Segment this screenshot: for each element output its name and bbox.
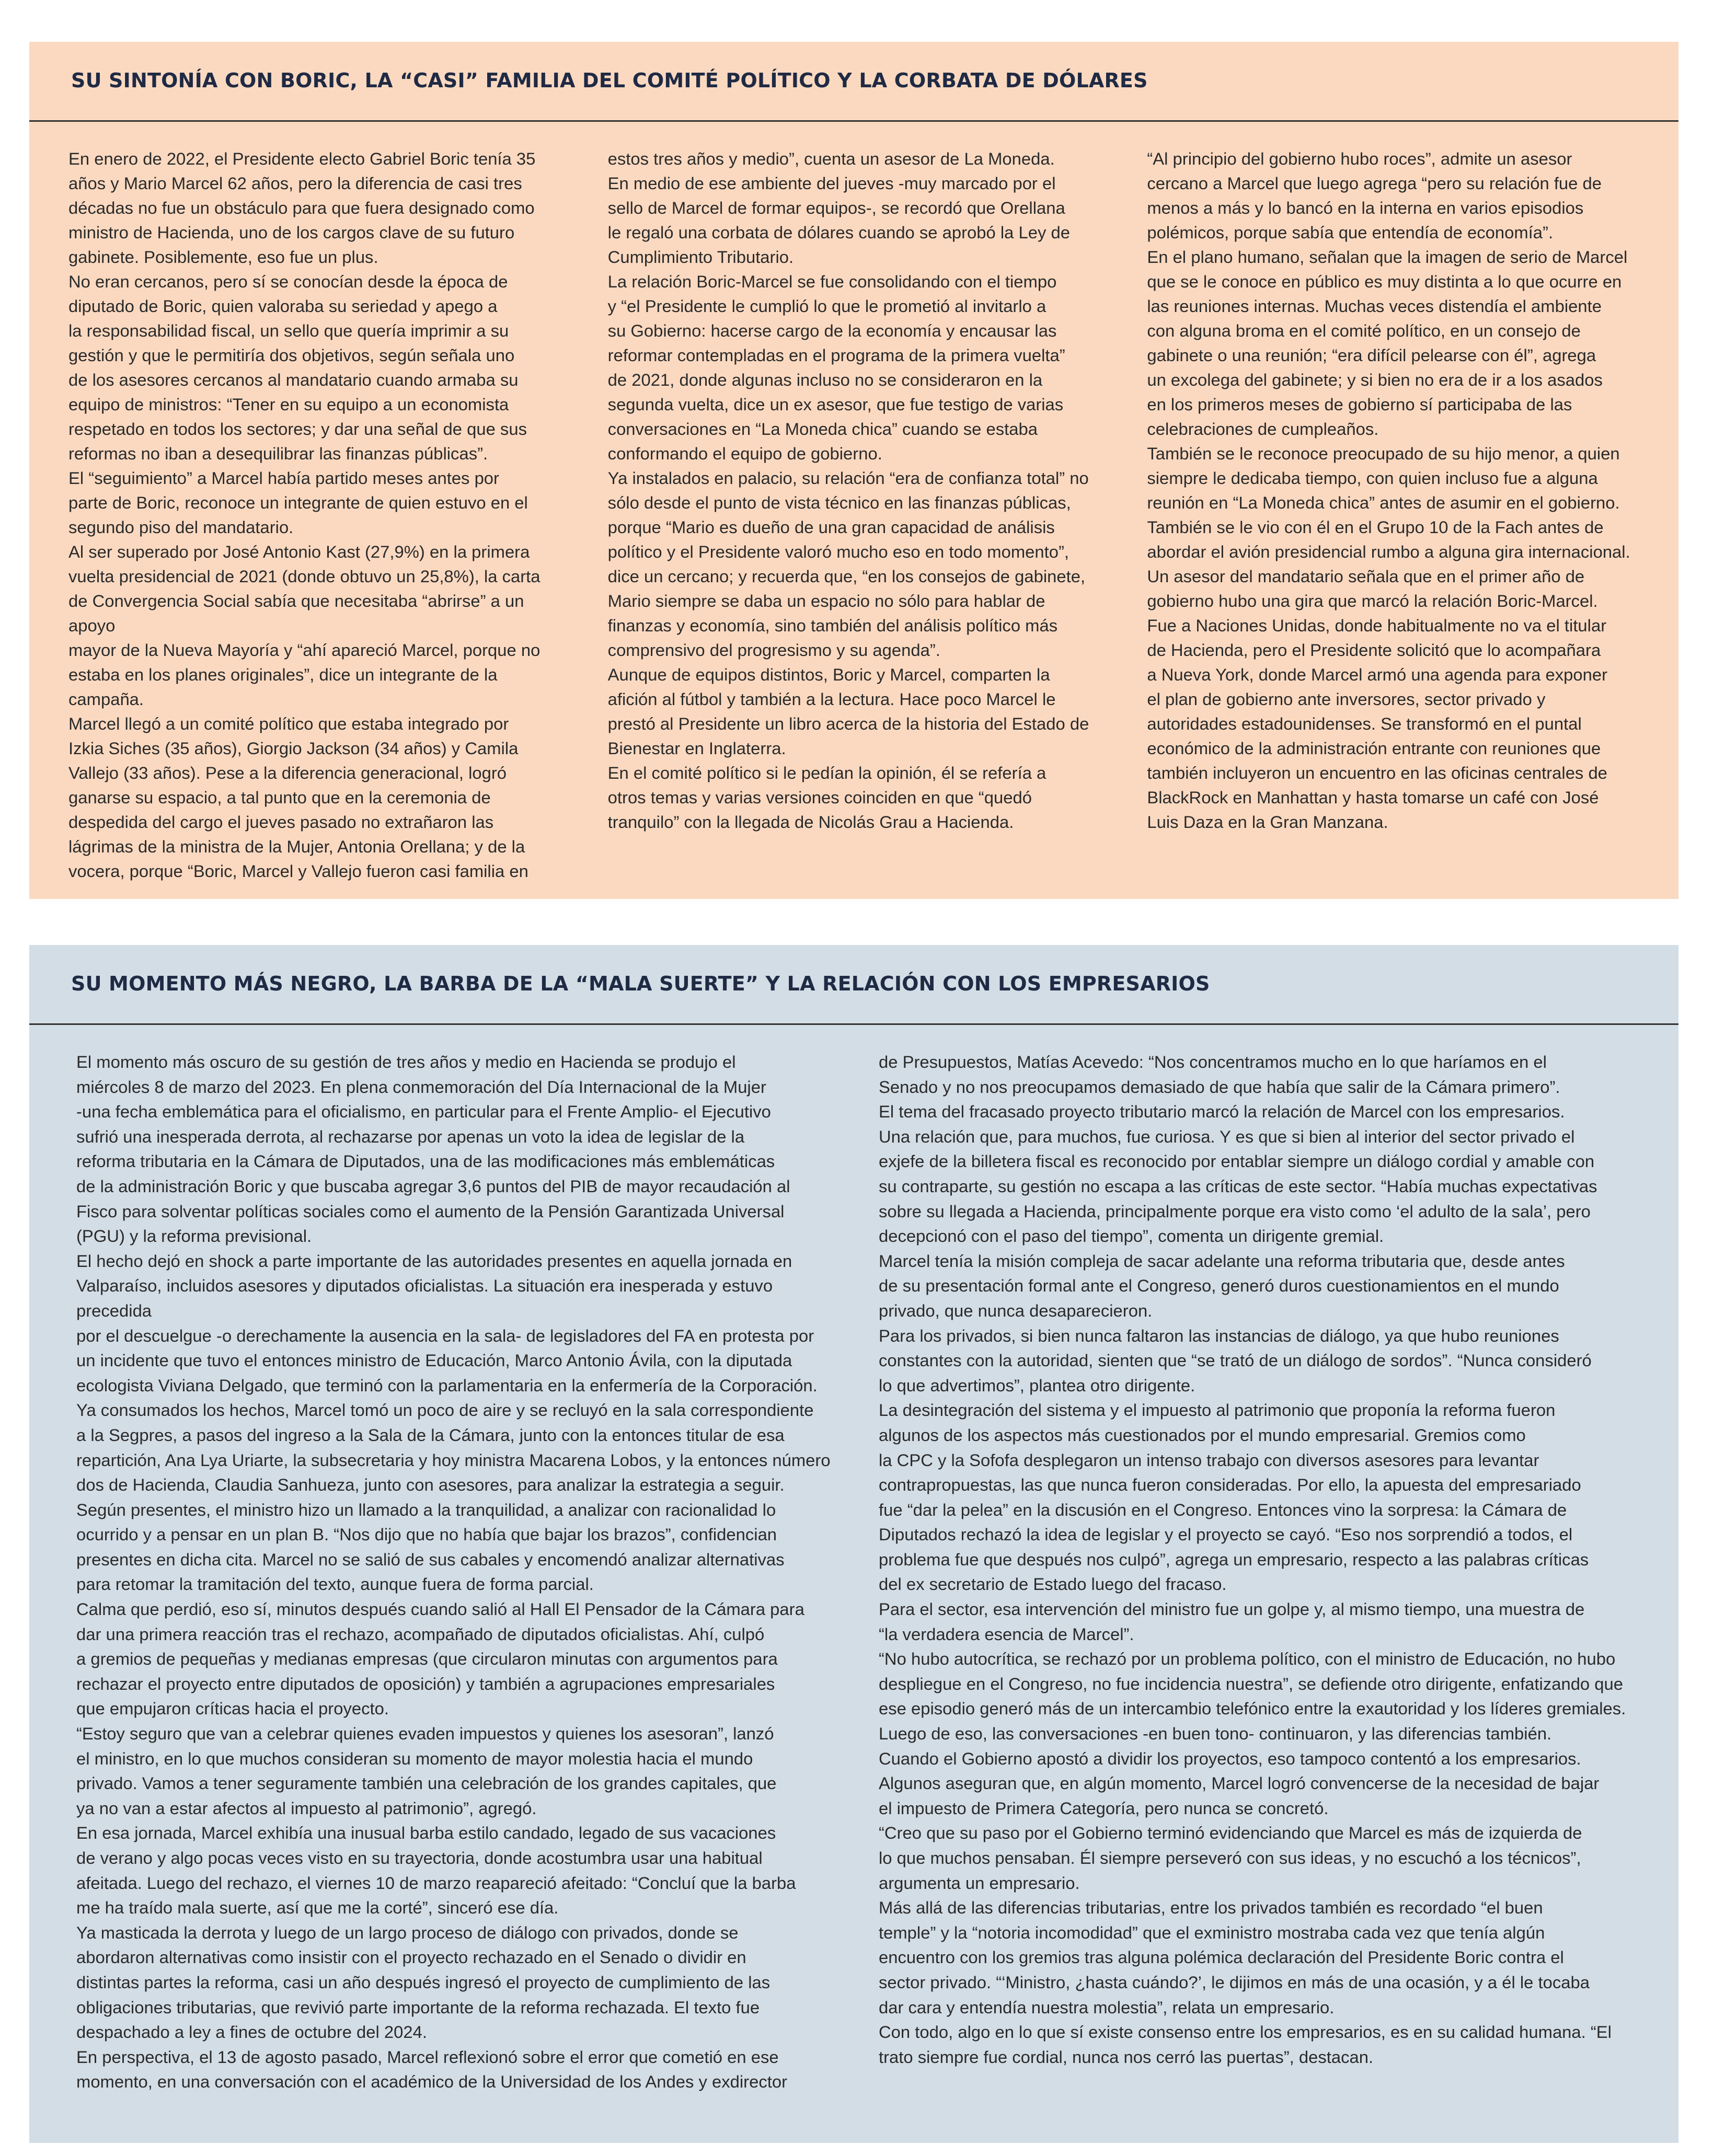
column-text: de Presupuestos, Matías Acevedo: “Nos concentramos mucho en lo que haríamos en el Senado y no nos preocupamos demasiado de que había que salir de la Cámara primero”. El tema del fracasado proyecto tributario marcó la relación de Marcel con los empresarios. Una relación que, para muchos, fue curiosa. Y es que si bien al interior del sector privado el exjefe de la billetera fiscal es reconocido por entablar siempre un diálogo cordial y amable con su contraparte, su gestión no escapa a las críticas de este sector. “Había muchas expectativas sobre su llegada a Hacienda, principalmente porque era visto como ‘el adulto de la sala’, pero decepcionó con el paso del tiempo”, comenta un dirigente gremial. Marcel tenía la misión compleja de sacar adelante una reforma tributaria que, desde antes de su presentación formal ante el Congreso, generó duros cuestionamientos en el mundo privado, que nunca desaparecieron. Para los privados, si bien nunca faltaron las instancias de diálogo, ya que hubo reuniones constantes con la autoridad, sienten que “se trató de un diálogo de sordos”. “Nunca consideró lo que advertimos”, plantea otro dirigente. La desintegración del sistema y el impuesto al patrimonio que proponía la reforma fueron algunos de los aspectos más cuestionados por el mundo empresarial. Gremios como la CPC y la Sofofa desplegaron un intenso trabajo con diversos asesores para levantar contrapropuestas, las que nunca fueron consideradas. Por ello, la apuesta del empresariado fue “dar la pelea” en la discusión en el Congreso. Entonces vino la sorpresa: la Cámara de Diputados rechazó la idea de legislar y el proyecto se cayó. “Eso nos sorprendió a todos, el problema fue que después nos culpó”, agrega un empresario, respecto a las palabras críticas del ex secretario de Estado luego del fracaso. Para el sector, esa intervención del ministro fue un golpe y, al mismo tiempo, una muestra de “la verdadera esencia de Marcel”. “No hubo autocrítica, se rechazó por un problema político, con el ministro de Educación, no hubo despliegue en el Congreso, no fue incidencia nuestra”, se defiende otro dirigente, enfatizando que ese episodio generó más de un intercambio telefónico entre la exautoridad y los líderes gremiales. Luego de eso, las conversaciones -en buen tono- continuaron, y las diferencias también. Cuando el Gobierno apostó a dividir los proyectos, eso tampoco contentó a los empresarios. Algunos aseguran que, en algún momento, Marcel logró convencerse de la necesidad de bajar el impuesto de Primera Categoría, pero nunca se concretó. “Creo que su paso por el Gobierno terminó evidenciando que Marcel es más de izquierda de lo que muchos pensaban. Él siempre perseveró con sus ideas, y no escuchó a los técnicos”, argumenta un empresario. Más allá de las diferencias tributarias, entre los privados también es recordado “el buen temple” y la “notoria incomodidad” que el exministro mostraba cada vez que tenía algún encuentro con los gremios tras alguna polémica declaración del Presidente Boric contra el sector privado. “‘Ministro, ¿hasta cuándo?’, le dijimos en más de una ocasión, y a él le tocaba dar cara y entendía nuestra molestia”, relata un empresario. Con todo, algo en lo que sí existe consenso entre los empresarios, es en su calidad humana. “El trato siempre fue cordial, nunca nos cerró las puertas”, destacan. <box>879 1052 1626 2067</box>
article-column-2 <box>608 146 1108 883</box>
column-text: En enero de 2022, el Presidente electo Gabriel Boric tenía 35 años y Mario Marcel 62 años, pero la diferencia de casi tres décadas no fue un obstáculo para que fuera designado como ministro de Hacienda, uno de los cargos clave de su futuro gabinete. Posiblemente, eso fue un plus. No eran cercanos, pero sí se conocían desde la época de diputado de Boric, quien valoraba su seriedad y apego a la responsabilidad fiscal, un sello que quería imprimir a su gestión y que le permitiría dos objetivos, según señala uno de los asesores cercanos al mandatario cuando armaba su equipo de ministros: “Tener en su equipo a un economista respetado en todos los sectores; y dar una señal de que sus reformas no iban a desequilibrar las finanzas públicas”. El “seguimiento” a Marcel había partido meses antes por parte de Boric, reconoce un integrante de quien estuvo en el segundo piso del mandatario. Al ser superado por José Antonio Kast (27,9%) en la primera vuelta presidencial de 2021 (donde obtuvo un 25,8%), la carta de Convergencia Social sabía que necesitaba “abrirse” a un apoyo mayor de la Nueva Mayoría y “ahí apareció Marcel, porque no estaba en los planes originales”, dice un integrante de la campaña. Marcel llegó a un comité político que estaba integrado por Izkia Siches (35 años), Giorgio Jackson (34 años) y Camila Vallejo (33 años). Pese a la diferencia generacional, logró ganarse su espacio, a tal punto que en la ceremonia de despedida del cargo el jueves pasado no extrañaron las lágrimas de la ministra de la Mujer, Antonia Orellana; y de la vocera, porque “Boric, Marcel y Vallejo fueron casi familia en <box>68 149 540 881</box>
section-title: SU MOMENTO MÁS NEGRO, LA BARBA DE LA “MALA SUERTE” Y LA RELACIÓN CON LOS EMPRESARIOS <box>71 972 1210 995</box>
column-text: El momento más oscuro de su gestión de tres años y medio en Hacienda se produjo el miércoles 8 de marzo del 2023. En plena conmemoración del Día Internacional de la Mujer -una fecha emblemática para el oficialismo, en particular para el Frente Amplio- el Ejecutivo sufrió una inesperada derrota, al rechazarse por apenas un voto la idea de legislar de la reforma tributaria en la Cámara de Diputados, una de las modificaciones más emblemáticas de la administración Boric y que buscaba agregar 3,6 puntos del PIB de mayor recaudación al Fisco para solventar políticas sociales como el aumento de la Pensión Garantizada Universal (PGU) y la reforma previsional. El hecho dejó en shock a parte importante de las autoridades presentes en aquella jornada en Valparaíso, incluidos asesores y diputados oficialistas. La situación era inesperada y estuvo precedida por el descuelgue -o derechamente la ausencia en la sala- de legisladores del FA en protesta por un incidente que tuvo el entonces ministro de Educación, Marco Antonio Ávila, con la diputada ecologista Viviana Delgado, que terminó con la parlamentaria en la enfermería de la Corporación. Ya consumados los hechos, Marcel tomó un poco de aire y se recluyó en la sala correspondiente a la Segpres, a pasos del ingreso a la Sala de la Cámara, junto con la entonces titular de esa repartición, Ana Lya Uriarte, la subsecretaria y hoy ministra Macarena Lobos, y la entonces número dos de Hacienda, Claudia Sanhueza, junto con asesores, para analizar la estrategia a seguir. Según presentes, el ministro hizo un llamado a la tranquilidad, a analizar con racionalidad lo ocurrido y a pensar en un plan B. “Nos dijo que no había que bajar los brazos”, confidencian presentes en dicha cita. Marcel no se salió de sus cabales y encomendó analizar alternativas para retomar la tramitación del texto, aunque fuera de forma parcial. Calma que perdió, eso sí, minutos después cuando salió al Hall El Pensador de la Cámara para dar una primera reacción tras el rechazo, acompañado de diputados oficialistas. Ahí, culpó a gremios de pequeñas y medianas empresas (que circularon minutas con argumentos para rechazar el proyecto entre diputados de oposición) y también a agrupaciones empresariales que empujaron críticas hacia el proyecto. “Estoy seguro que van a celebrar quienes evaden impuestos y quienes los asesoran”, lanzó el ministro, en lo que muchos consideran su momento de mayor molestia hacia el mundo privado. Vamos a tener seguramente también una celebración de los grandes capitales, que ya no van a estar afectos al impuesto al patrimonio”, agregó. En esa jornada, Marcel exhibía una inusual barba estilo candado, legado de sus vacaciones de verano y algo pocas veces visto en su trayectoria, donde acostumbra usar una habitual afeitada. Luego del rechazo, el viernes 10 de marzo reapareció afeitado: “Concluí que la barba me ha traído mala suerte, así que me la corté”, sinceró ese día. Ya masticada la derrota y luego de un largo proceso de diálogo con privados, donde se abordaron alternativas como insistir con el proyecto rechazado en el Senado o dividir en distintas partes la reforma, casi un año después ingresó el proyecto de cumplimiento de las obligaciones tributarias, que revivió parte importante de la reforma rechazada. El texto fue despachado a ley a fines de octubre del 2024. En perspectiva, el 13 de agosto pasado, Marcel reflexionó sobre el error que cometió en ese momento, en una conversación con el académico de la Universidad de los Andes y exdirector <box>76 1052 831 2092</box>
article-column-1 <box>68 146 569 883</box>
sidebox-darkest-moment <box>29 945 1678 2143</box>
column-text: “Al principio del gobierno hubo roces”, admite un asesor cercano a Marcel que luego agrega “pero su relación fue de menos a más y lo bancó en la interna en varios episodios polémicos, porque sabía que entendía de economía”. En el plano humano, señalan que la imagen de serio de Marcel que se le conoce en público es muy distinta a lo que ocurre en las reuniones internas. Muchas veces distendía el ambiente con alguna broma en el comité político, en un consejo de gabinete o una reunión; “era difícil pelearse con él”, agrega un excolega del gabinete; y si bien no era de ir a los asados en los primeros meses de gobierno sí participaba de las celebraciones de cumpleaños. También se le reconoce preocupado de su hijo menor, a quien siempre le dedicaba tiempo, con quien incluso fue a alguna reunión en “La Moneda chica” antes de asumir en el gobierno. También se le vio con él en el Grupo 10 de la Fach antes de abordar el avión presidencial rumbo a alguna gira internacional. Un asesor del mandatario señala que en el primer año de gobierno hubo una gira que marcó la relación Boric-Marcel. Fue a Naciones Unidas, donde habitualmente no va el titular de Hacienda, pero el Presidente solicitó que lo acompañara a Nueva York, donde Marcel armó una agenda para exponer el plan de gobierno ante inversores, sector privado y autoridades estadounidenses. Se transformó en el puntal económico de la administración entrante con reuniones que también incluyeron un encuentro en las oficinas centrales de BlackRock en Manhattan y hasta tomarse un café con José Luis Daza en la Gran Manzana. <box>1147 149 1630 832</box>
article-column-1 <box>76 1050 837 2094</box>
article-column-3 <box>1147 146 1647 883</box>
article-column-2 <box>879 1050 1639 2094</box>
section-title: SU SINTONÍA CON BORIC, LA “CASI” FAMILIA DEL COMITÉ POLÍTICO Y LA CORBATA DE DÓLARES <box>71 69 1148 92</box>
article-columns <box>76 1050 1639 2094</box>
section-header <box>29 42 1678 122</box>
column-text: estos tres años y medio”, cuenta un asesor de La Moneda. En medio de ese ambiente del jueves -muy marcado por el sello de Marcel de formar equipos-, se recordó que Orellana le regaló una corbata de dólares cuando se aprobó la Ley de Cumplimiento Tributario. La relación Boric-Marcel se fue consolidando con el tiempo y “el Presidente le cumplió lo que le prometió al invitarlo a su Gobierno: hacerse cargo de la economía y encausar las reformar contempladas en el programa de la primera vuelta” de 2021, donde algunas incluso no se consideraron en la segunda vuelta, dice un ex asesor, que fue testigo de varias conversaciones en “La Moneda chica” cuando se estaba conformando el equipo de gobierno. Ya instalados en palacio, su relación “era de confianza total” no sólo desde el punto de vista técnico en las finanzas públicas, porque “Mario es dueño de una gran capacidad de análisis político y el Presidente valoró mucho eso en todo momento”, dice un cercano; y recuerda que, “en los consejos de gabinete, Mario siempre se daba un espacio no sólo para hablar de finanzas y economía, sino también del análisis político más comprensivo del progresismo y su agenda”. Aunque de equipos distintos, Boric y Marcel, comparten la afición al fútbol y también a la lectura. Hace poco Marcel le prestó al Presidente un libro acerca de la historia del Estado de Bienestar en Inglaterra. En el comité político si le pedían la opinión, él se refería a otros temas y varias versiones coinciden en que “quedó tranquilo” con la llegada de Nicolás Grau a Hacienda. <box>607 149 1089 832</box>
article-columns <box>68 146 1647 883</box>
section-header <box>29 945 1678 1025</box>
sidebox-boric-relationship <box>29 42 1678 899</box>
